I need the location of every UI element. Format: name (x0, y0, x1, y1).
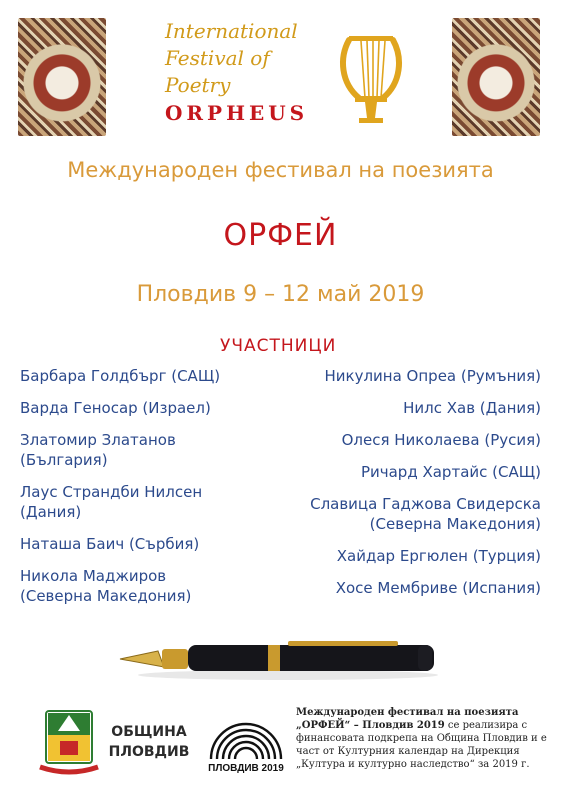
logo-line-2: Festival of (165, 46, 270, 70)
note-festival: „ОРФЕЙ“ – Пловдив 2019 (296, 720, 445, 731)
participant: Никулина Опреа (Румъния) (324, 367, 541, 385)
participant: Олеся Николаева (Русия) (341, 431, 541, 449)
festival-dates: Пловдив 9 – 12 май 2019 (136, 282, 425, 307)
logo-orpheus: ORPHEUS (165, 101, 309, 125)
participant: Славица Гаджова Свидерска (Северна Македония) (310, 495, 541, 533)
participant: Нилс Хав (Дания) (403, 399, 541, 417)
plovdiv-2019-logo-icon (205, 703, 287, 783)
participants-right-column (290, 366, 541, 610)
festival-name: ОРФЕЙ (223, 218, 338, 253)
participant: Златомир Златанов (България) (20, 431, 176, 469)
participant: Лаус Страндби Нилсен (Дания) (20, 483, 203, 521)
funding-note (296, 706, 548, 771)
participant: Барбара Голдбърг (САЩ) (20, 367, 221, 385)
festival-logo-text (165, 18, 345, 127)
municipality-name (108, 722, 190, 762)
participant: Хайдар Ергюлен (Турция) (336, 547, 541, 565)
mosaic-image-right (452, 18, 540, 136)
mosaic-image-left (18, 18, 106, 136)
plovdiv-2019-label: ПЛОВДИВ 2019 (208, 763, 284, 774)
participant: Ричард Хартайс (САЩ) (360, 463, 541, 481)
fountain-pen-icon (118, 625, 438, 685)
plovdiv-crest-icon (38, 705, 100, 779)
participant: Никола Маджиров (Северна Македония) (20, 567, 192, 605)
participant: Хосе Мембриве (Испания) (335, 579, 541, 597)
municipality-line-2: ПЛОВДИВ (108, 744, 190, 760)
participant: Наташа Баич (Сърбия) (20, 535, 200, 553)
participants-left-column (20, 366, 270, 618)
note-title: Международен фестивал на поезията (296, 707, 519, 718)
logo-line-3: Poetry (165, 73, 231, 97)
participants-heading: УЧАСТНИЦИ (220, 336, 337, 356)
festival-title: Международен фестивал на поезията (67, 158, 494, 182)
participant: Варда Геносар (Израел) (20, 399, 211, 417)
logo-line-1: International (165, 19, 298, 43)
municipality-line-1: ОБЩИНА (111, 724, 187, 740)
note-body: се реализира с финансовата подкрепа на Община Пловдив и е част от Културния календар на Дирекция „Култура и културно наследство“ за 2019 г. (296, 720, 547, 770)
lyre-icon (335, 28, 407, 128)
